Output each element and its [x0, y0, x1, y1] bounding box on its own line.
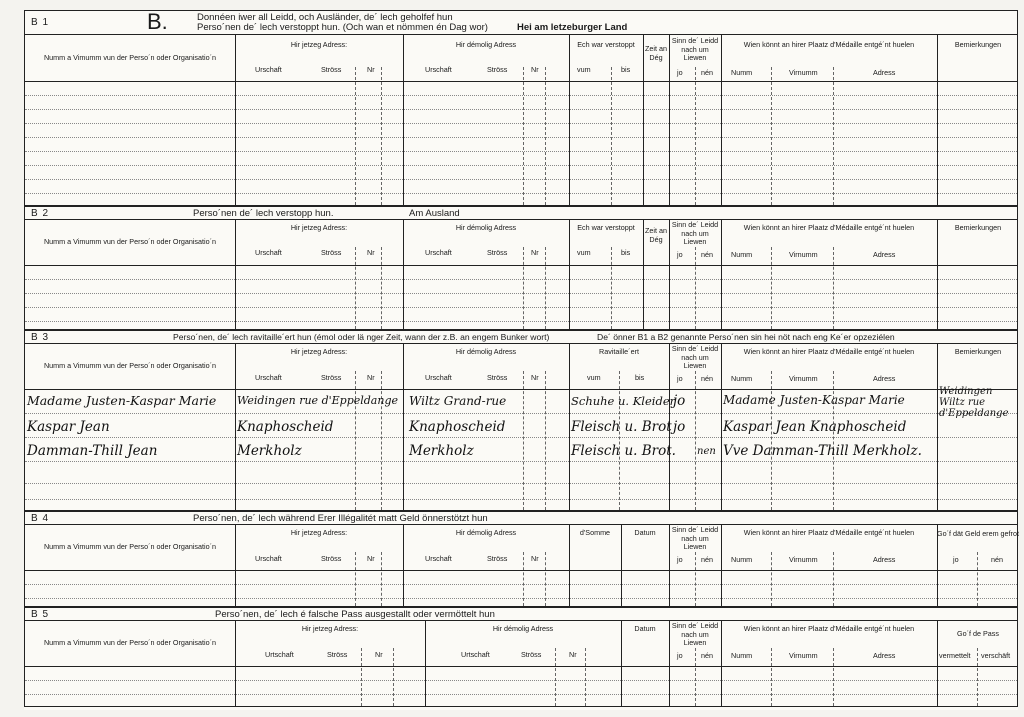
col-remarks-header: Bemierkungen — [954, 223, 1002, 232]
sub-firstname: Virnumm — [789, 651, 818, 660]
col-date-header: Datum — [634, 528, 656, 537]
sub-yes: jo — [677, 555, 683, 564]
sub-town: Urschaft — [425, 373, 452, 382]
col-money-header: Go´f dät Geld erem gefrot — [937, 529, 1019, 538]
section-id: B 4 — [31, 513, 50, 524]
col-pass-header: Go´f de Pass — [957, 629, 999, 638]
entry-supplied: Fleisch u. Brot. — [571, 443, 676, 459]
entry-medal-address: Weidingen Wiltz rue d'Eppeldange — [939, 386, 1009, 419]
col-current-address-header: Hir jetzeg Adress: — [290, 223, 348, 232]
col-current-address-header: Hir jetzeg Adress: — [290, 528, 348, 537]
col-current-address-header: Hir jetzeg Adress: — [301, 624, 359, 633]
section-title: Perso´nen, de´ lech é falsche Pass ausgestallt oder vermöttelt hun — [215, 609, 495, 620]
entry-current-address: Knaphoscheid — [237, 419, 334, 435]
entry-former-address: Merkholz — [409, 443, 474, 459]
sub-to: bis — [635, 373, 645, 382]
entry-name: Damman-Thill Jean — [27, 443, 158, 459]
section-b5 — [24, 607, 1018, 707]
form-letter: B. — [147, 9, 168, 34]
col-medal-header: Wien könnt an hirer Plaatz d'Médaille entgé´nt huelen — [743, 624, 915, 633]
sub-nr: Nr — [367, 554, 375, 563]
sub-town: Urschaft — [425, 65, 452, 74]
sub-address: Adress — [873, 651, 896, 660]
entry-alive: jo — [673, 393, 686, 409]
section-b4 — [24, 511, 1018, 607]
form-sheet — [24, 10, 1018, 710]
sub-no: nén — [991, 555, 1003, 564]
sub-nr: Nr — [531, 554, 539, 563]
section-b5-header — [25, 608, 1017, 621]
sub-street: Ströss — [321, 65, 342, 74]
sub-yes: jo — [677, 374, 683, 383]
sub-firstname: Virnumm — [789, 555, 818, 564]
sub-street: Ströss — [321, 554, 342, 563]
sub-name: Numm — [731, 555, 753, 564]
section-b2-header — [25, 207, 1017, 220]
col-medal-header: Wien könnt an hirer Plaatz d'Médaille entgé´nt huelen — [743, 347, 915, 356]
col-former-address-header: Hir démolig Adress — [455, 223, 517, 232]
section-title-right: Am Ausland — [409, 208, 460, 219]
section-title-line1: Donnéen iwer all Leidd, och Ausländer, de´ lech geholfef hun — [197, 12, 453, 23]
section-id: B 3 — [31, 332, 50, 343]
entry-medal-recipient: Madame Justen-Kaspar Marie — [723, 393, 905, 407]
col-days-header: Zeit an Dég — [645, 226, 667, 244]
sub-issued: vermettelt — [939, 651, 971, 660]
col-name-header: Numm a Vimumm vun der Perso´n oder Organisatio´n — [43, 638, 217, 647]
sub-from: vum — [587, 373, 601, 382]
sub-town: Urschaft — [255, 554, 282, 563]
col-name-header: Numm a Vimumm vun der Perso´n oder Organisatio´n — [43, 361, 217, 370]
section-title-right: Hei am letzeburger Land — [517, 22, 628, 33]
section-title-right: De´ önner B1 a B2 genannte Perso´nen sin hei nöt nach eng Ke´er opzeziélen — [597, 332, 895, 342]
col-suffered-header: Sinn de´ Leidd nach um Liewen — [671, 220, 719, 246]
section-title: Perso´nen, de´ lech ravitaille´ert hun (émol oder lä nger Zeit, wann der z.B. an engem Bunker wort) — [173, 332, 550, 342]
entry-medal-recipient: Kaspar Jean Knaphoscheid — [723, 419, 907, 435]
sub-street: Ströss — [321, 373, 342, 382]
sub-nr: Nr — [367, 65, 375, 74]
sub-made: verschäft — [981, 651, 1011, 660]
entry-current-address: Merkholz — [237, 443, 302, 459]
section-b4-header — [25, 512, 1017, 525]
col-medal-header: Wien könnt an hirer Plaatz d'Médaille entgé´nt huelen — [743, 528, 915, 537]
section-title: Perso´nen, de´ lech während Erer Illégalitét matt Geld önnerstötzt hun — [193, 513, 488, 524]
section-id: B 5 — [31, 609, 50, 620]
sub-nr: Nr — [531, 373, 539, 382]
sub-no: nén — [701, 374, 713, 383]
col-medal-header: Wien könnt an hirer Plaatz d'Médaille entgé´nt huelen — [743, 223, 915, 232]
sub-street: Ströss — [327, 650, 348, 659]
sub-address: Adress — [873, 250, 896, 259]
sub-yes: jo — [677, 68, 683, 77]
col-current-address-header: Hir jetzeg Adress: — [290, 40, 348, 49]
sub-to: bis — [621, 248, 631, 257]
sub-street: Ströss — [487, 554, 508, 563]
col-former-address-header: Hir démolig Adress — [492, 624, 554, 633]
section-title: Perso´nen de´ lech verstopp hun. — [193, 208, 334, 219]
section-id: B 2 — [31, 208, 50, 219]
section-title-line2: Perso´nen de´ lech verstoppt hun. (Och wan et nömmen én Dag wor) — [197, 22, 488, 33]
sub-name: Numm — [731, 651, 753, 660]
col-current-address-header: Hir jetzeg Adress: — [290, 347, 348, 356]
entry-current-address: Weidingen rue d'Eppeldange — [237, 394, 399, 407]
col-days-header: Zeit an Dég — [645, 44, 667, 62]
sub-nr: Nr — [375, 650, 383, 659]
sub-town: Urtschaft — [461, 650, 490, 659]
entry-medal-recipient: Vve Damman-Thill Merkholz. — [723, 443, 922, 459]
sub-street: Ströss — [487, 65, 508, 74]
sub-address: Adress — [873, 68, 896, 77]
entry-former-address: Wiltz Grand-rue — [409, 394, 507, 408]
sub-town: Urtschaft — [265, 650, 294, 659]
col-remarks-header: Bemierkungen — [954, 347, 1002, 356]
sub-firstname: Virnumm — [789, 250, 818, 259]
sub-yes: jo — [953, 555, 959, 564]
sub-street: Ströss — [487, 248, 508, 257]
sub-nr: Nr — [531, 248, 539, 257]
col-suffered-header: Sinn de´ Leidd nach um Liewen — [671, 525, 719, 551]
entry-name: Madame Justen-Kaspar Marie — [27, 393, 217, 408]
sub-nr: Nr — [367, 373, 375, 382]
section-b2 — [24, 206, 1018, 330]
section-id: B 1 — [31, 17, 50, 28]
col-name-header: Numm a Vimumm vun der Perso´n oder Organisatio´n — [43, 542, 217, 551]
col-remarks-header: Bemierkungen — [954, 40, 1002, 49]
entry-supplied: Schuhe u. Kleider — [571, 394, 676, 408]
col-sum-header: d'Somme — [579, 528, 611, 537]
sub-from: vum — [577, 248, 591, 257]
sub-town: Urschaft — [255, 248, 282, 257]
section-b1-header — [25, 11, 1017, 35]
col-date-header: Datum — [634, 624, 656, 633]
entry-supplied: Fleisch u. Brot — [571, 419, 672, 435]
col-hidden-header: Ech war verstoppt — [577, 223, 635, 232]
entry-name: Kaspar Jean — [27, 419, 110, 435]
entry-former-address: Knaphoscheid — [409, 419, 506, 435]
sub-nr: Nr — [367, 248, 375, 257]
sub-name: Numm — [731, 250, 753, 259]
entry-alive: jo — [673, 419, 686, 435]
entry-alive: nen — [697, 446, 716, 457]
col-name-header: Numm a Vimumm vun der Perso´n oder Organisatio´n — [43, 237, 217, 246]
sub-no: nén — [701, 250, 713, 259]
col-former-address-header: Hir démolig Adress — [455, 347, 517, 356]
sub-yes: jo — [677, 250, 683, 259]
sub-address: Adress — [873, 555, 896, 564]
col-suffered-header: Sinn de´ Leidd nach um Liewen — [671, 344, 719, 370]
section-b3 — [24, 330, 1018, 511]
sub-street: Ströss — [321, 248, 342, 257]
sub-from: vum — [577, 65, 591, 74]
col-suffered-header: Sinn de´ Leidd nach um Liewen — [671, 621, 719, 647]
sub-town: Urschaft — [255, 65, 282, 74]
sub-nr: Nr — [531, 65, 539, 74]
sub-town: Urschaft — [425, 554, 452, 563]
sub-nr: Nr — [569, 650, 577, 659]
col-supplied-header: Ravitaille´ert — [599, 347, 639, 356]
sub-name: Numm — [731, 68, 753, 77]
col-former-address-header: Hir démolig Adress — [455, 40, 517, 49]
col-name-header: Numm a Vimumm vun der Perso´n oder Organisatio´n — [43, 53, 217, 62]
sub-firstname: Virnumm — [789, 68, 818, 77]
col-hidden-header: Ech war verstoppt — [577, 40, 635, 49]
sub-no: nén — [701, 555, 713, 564]
section-b1 — [24, 10, 1018, 206]
sub-no: nén — [701, 651, 713, 660]
col-former-address-header: Hir démolig Adress — [455, 528, 517, 537]
sub-address: Adress — [873, 374, 896, 383]
sub-to: bis — [621, 65, 631, 74]
sub-yes: jo — [677, 651, 683, 660]
sub-town: Urschaft — [425, 248, 452, 257]
col-medal-header: Wien könnt an hirer Plaatz d'Médaille entgé´nt huelen — [743, 40, 915, 49]
sub-name: Numm — [731, 374, 753, 383]
sub-firstname: Virnumm — [789, 374, 818, 383]
sub-street: Ströss — [487, 373, 508, 382]
sub-street: Ströss — [521, 650, 542, 659]
sub-town: Urschaft — [255, 373, 282, 382]
section-b3-header — [25, 331, 1017, 344]
col-suffered-header: Sinn de´ Leidd nach um Liewen — [671, 36, 719, 62]
sub-no: nén — [701, 68, 713, 77]
